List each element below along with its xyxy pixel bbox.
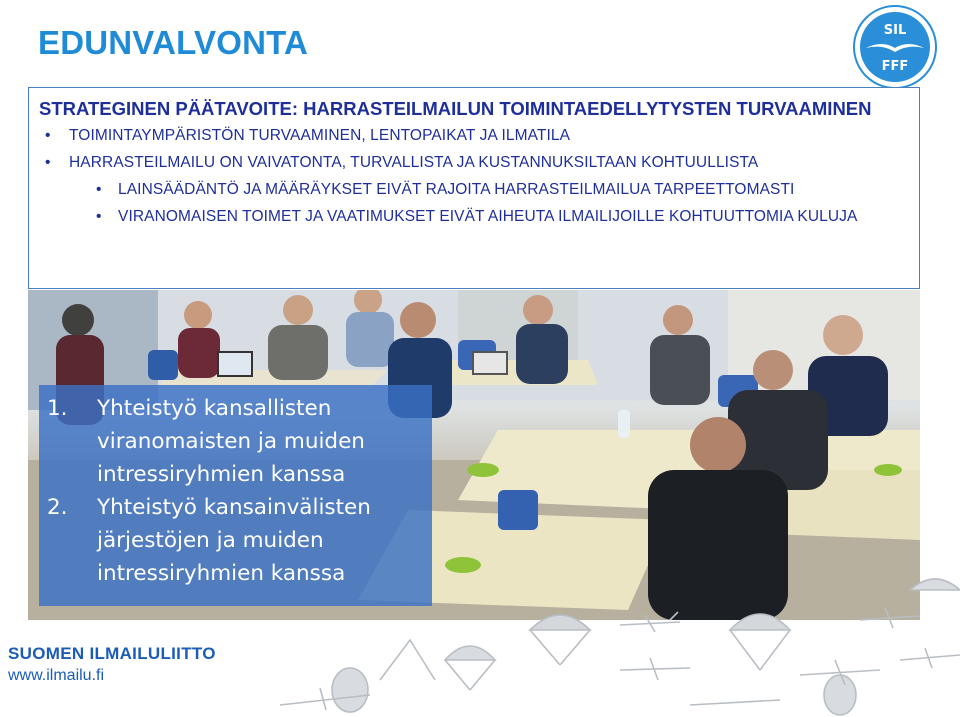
footer-url-link[interactable]: www.ilmailu.fi [8, 667, 105, 684]
logo-bottom-text: FFF [881, 59, 909, 74]
bullet-list [39, 123, 907, 176]
sub-bullet-item: • LAINSÄÄDÄNTÖ JA MÄÄRÄYKSET EIVÄT RAJOITA HARRASTEILMAILUA TARPEETTOMASTI [39, 177, 907, 204]
item-number: 1. [47, 396, 68, 421]
item-number: 2. [47, 495, 68, 520]
bullet-item: • TOIMINTAYMPÄRISTÖN TURVAAMINEN, LENTOPAIKAT JA ILMATILA [39, 123, 907, 150]
strategy-heading: STRATEGINEN PÄÄTAVOITE: HARRASTEILMAILUN TOIMINTAEDELLYTYSTEN TURVAAMINEN [39, 98, 872, 119]
item-text: Yhteistyö kansallisten viranomaisten ja muiden intressiryhmien kanssa [97, 396, 365, 487]
aircraft-pattern [260, 560, 960, 717]
logo-top-text: SIL [883, 23, 907, 38]
sub-bullet-list [39, 177, 907, 230]
footer-brand: SUOMEN ILMAILULIITTO [8, 644, 216, 663]
slide-title: EDUNVALVONTA [38, 24, 309, 61]
strategy-box [28, 87, 920, 289]
sub-bullet-item: • VIRANOMAISEN TOIMET JA VAATIMUKSET EIVÄT AIHEUTA ILMAILIJOILLE KOHTUUTTOMIA KULUJA [39, 204, 907, 231]
bullet-item: • HARRASTEILMAILU ON VAIVATONTA, TURVALLISTA JA KUSTANNUKSILTAAN KOHTUULLISTA [39, 150, 907, 177]
numbered-item [47, 392, 432, 491]
item-text: Yhteistyö kansainvälisten järjestöjen ja muiden intressiryhmien kanssa [97, 495, 371, 586]
sil-fff-logo [852, 4, 938, 90]
